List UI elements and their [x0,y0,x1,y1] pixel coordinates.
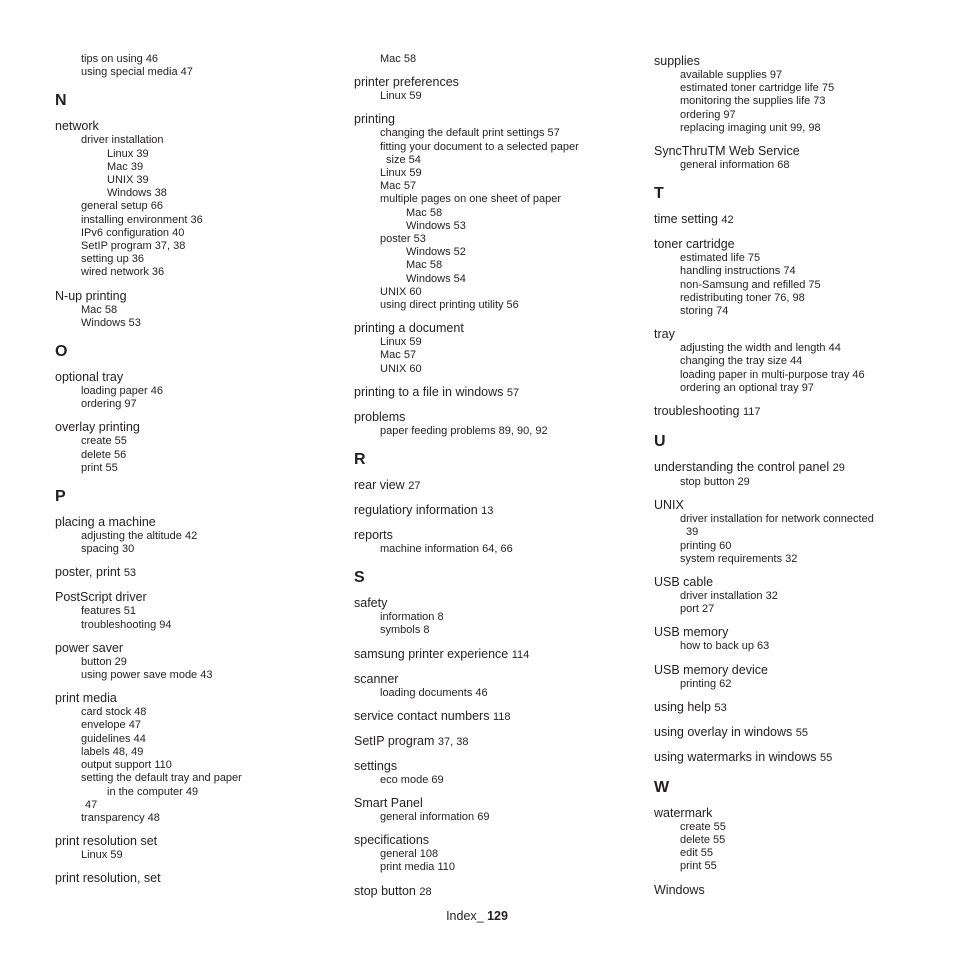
index-term-text: toner cartridge [654,237,735,252]
index-subentry: installing environment 36 [81,213,203,226]
index-subentry: general information 68 [680,159,790,172]
index-subsubentry: Windows 53 [406,219,466,232]
index-page-ref: 27 [408,480,421,493]
index-entry [354,111,624,312]
index-entry [654,624,934,653]
index-entry [354,671,624,700]
index-term-text: SetIP program [354,733,435,748]
index-subentry: button 29 [81,655,127,668]
index-entry [354,795,624,824]
index-entry [55,690,325,825]
page-number: 129 [487,909,508,923]
index-subentry: envelope 47 [81,719,141,732]
index-subentry: setting the default tray and paper [81,772,242,785]
index-term-text: using overlay in windows [654,724,793,739]
index-term [654,236,934,252]
index-term [354,646,624,663]
index-entry [654,53,934,135]
index-entry [354,74,624,103]
index-subentry: ordering an optional tray 97 [680,381,814,394]
section-letter: O [55,343,68,361]
index-term [354,883,624,900]
index-subsubentry: Mac 39 [107,160,144,173]
index-entry [55,640,325,682]
section-letter: T [654,185,664,203]
index-subentry: Linux 59 [380,336,422,349]
index-subsubentry: Linux 39 [107,147,149,160]
index-entry [654,882,934,898]
index-subentry: output support 110 [81,759,172,772]
index-term [354,384,624,401]
index-entry [654,749,934,766]
section-letter: U [654,433,666,451]
index-page-ref: 57 [506,386,520,399]
index-subentry: printing 62 [680,677,732,690]
index-term [55,288,325,304]
index-term-text: scanner [354,671,399,686]
index-term [654,211,934,228]
index-term [55,833,325,849]
index-subentry: ordering 97 [81,398,137,411]
index-entry [354,384,624,401]
index-page-ref: 118 [492,710,511,723]
index-subentry: Linux 59 [81,849,123,862]
index-page-ref: 55 [795,726,808,739]
index-subsubentry: Windows 54 [406,272,466,285]
index-term [354,409,624,425]
index-subentry: poster 53 [380,233,426,246]
index-subentry: labels 48, 49 [81,745,144,758]
index-term [654,805,934,821]
index-subentry: print 55 [81,461,118,474]
index-entry [654,805,934,874]
index-term-text: samsung printer experience [354,646,509,661]
index-entry [654,724,934,741]
index-subentry: create 55 [81,435,127,448]
index-term-text: printing [354,112,395,127]
index-subentry: Mac 58 [81,303,118,316]
index-term-text: placing a machine [55,515,156,530]
index-term [654,574,934,590]
index-entry [654,143,934,172]
index-term-text: print media [55,691,117,706]
index-continuation: 47 [85,798,98,811]
index-entry [354,502,624,519]
index-term [654,724,934,741]
index-term [354,733,624,750]
index-entry [55,288,325,330]
index-subentry: card stock 48 [81,706,147,719]
index-subentry: estimated toner cartridge life 75 [680,82,835,95]
index-term [55,369,325,385]
index-term [654,143,934,159]
index-subentry: port 27 [680,603,715,616]
index-term-text: print resolution set [55,834,158,849]
index-term-text: printer preferences [354,75,459,90]
index-subsubentry: Mac 58 [406,206,443,219]
index-term [654,53,934,69]
index-term [654,662,934,678]
index-term [354,758,624,774]
index-subentry: replacing imaging unit 99, 98 [680,121,821,134]
index-term [354,502,624,519]
index-subentry: tips on using 46 [81,53,159,65]
index-subentry: monitoring the supplies life 73 [680,95,826,108]
index-term-text: optional tray [55,370,124,385]
index-term [354,111,624,127]
index-term-text: SyncThruTM Web Service [654,144,800,159]
index-term-text: stop button [354,883,416,898]
index-term-text: safety [354,596,388,611]
index-entry [654,574,934,616]
index-subentry: using special media 47 [81,66,193,79]
index-subentry: spacing 30 [81,543,135,556]
index-term [654,459,934,476]
index-term-text: supplies [654,54,700,68]
index-term-text: using watermarks in windows [654,749,817,764]
index-entry [55,369,325,411]
index-entry [354,733,624,750]
index-term [55,640,325,656]
index-subentry: redistributing toner 76, 98 [680,291,805,304]
index-term-text: using help [654,699,711,714]
index-page-ref: 13 [481,505,494,518]
index-column-3 [654,53,934,898]
index-term [654,497,934,513]
index-subentry: fitting your document to a selected paper [380,140,579,153]
index-entry [354,646,624,663]
index-term-text: regulatiory information [354,503,478,518]
index-subentry: non-Samsung and refilled 75 [680,278,821,291]
index-term [55,419,325,435]
index-entry [354,832,624,874]
index-entry [354,883,624,900]
index-page-ref: 29 [832,462,845,475]
index-subsubentry: UNIX 39 [107,174,149,187]
index-subentry: how to back up 63 [680,640,770,653]
index-entry [55,118,325,279]
index-subentry: general information 69 [380,811,490,824]
index-subentry: Windows 53 [81,316,141,329]
index-subentry: information 8 [380,611,444,624]
index-term-text: rear view [354,478,405,493]
index-subentry: guidelines 44 [81,732,146,745]
index-term-text: USB memory device [654,662,768,677]
index-subentry: Linux 59 [380,90,422,103]
index-entry [354,758,624,787]
index-term [55,118,325,134]
index-subentry: driver installation for network connected [680,513,874,526]
index-subentry: SetIP program 37, 38 [81,240,186,253]
index-term [354,74,624,90]
page-footer [0,909,954,923]
index-subsubentry: Windows 52 [406,246,466,259]
index-subentry: loading documents 46 [380,686,488,699]
index-subentry: changing the default print settings 57 [380,127,560,140]
index-term-text: N-up printing [55,288,127,303]
index-term [654,326,934,342]
index-term [354,477,624,494]
index-entry [654,699,934,716]
index-entry [55,870,325,886]
index-entry [654,497,934,566]
index-subentry: IPv6 configuration 40 [81,226,185,239]
index-term [354,671,624,687]
index-term-text: printing a document [354,321,464,336]
index-term [654,882,934,898]
index-subentry: symbols 8 [380,624,430,637]
index-term-text: problems [354,409,406,424]
index-subentry: UNIX 60 [380,362,422,375]
index-subentry: wired network 36 [81,266,165,279]
index-page-ref: 114 [511,648,530,661]
section-letter: N [55,92,67,110]
index-subentry: handling instructions 74 [680,265,796,278]
section-letter: P [55,488,66,506]
index-term [55,514,325,530]
index-term [354,595,624,611]
index-entry [654,211,934,228]
index-term-text: network [55,119,99,134]
index-term [55,870,325,886]
index-term-text: printing to a file in windows [354,384,504,399]
index-page-ref: 37, 38 [437,735,469,748]
index-subentry: setting up 36 [81,253,144,266]
index-term-text: tray [654,327,675,342]
index-term-text: UNIX [654,498,684,513]
index-entry [654,403,934,420]
index-term-text: understanding the control panel [654,460,830,475]
index-subsubentry: Mac 58 [406,259,443,272]
index-subentry: transparency 48 [81,811,160,824]
section-letter: S [354,569,365,587]
index-entry [354,409,624,438]
index-term-text: print resolution, set [55,871,161,886]
index-entry [654,662,934,691]
index-term-text: Smart Panel [354,796,423,811]
index-subentry: storing 74 [680,305,729,318]
index-term [354,708,624,725]
index-term-text: settings [354,758,398,773]
index-column-1 [55,53,325,886]
index-entry [354,708,624,725]
index-entry [354,527,624,556]
index-entry [55,514,325,556]
index-column-2 [354,53,624,900]
index-term [55,564,325,581]
index-continuation: 39 [686,526,699,539]
index-entry [354,320,624,376]
index-subentry: print media 110 [380,861,456,874]
footer-label: Index_ [446,909,484,923]
index-subentry: loading paper 46 [81,385,163,398]
index-entry [55,833,325,862]
index-term-text: specifications [354,833,430,848]
index-page-ref: 28 [419,885,432,898]
index-subentry: driver installation [81,134,164,147]
index-subentry: driver installation 32 [680,590,778,603]
index-subentry: general 108 [380,848,439,861]
index-page-ref: 55 [820,751,833,764]
index-subentry: features 51 [81,605,137,618]
index-entry [55,564,325,581]
index-subentry: Mac 58 [380,53,417,65]
index-subentry: estimated life 75 [680,252,761,265]
index-entry [654,326,934,395]
index-subentry: print 55 [680,860,717,873]
index-term-text: PostScript driver [55,590,147,605]
index-page-ref: 42 [721,214,734,227]
index-subentry: troubleshooting 94 [81,618,172,631]
index-subentry: eco mode 69 [380,773,444,786]
index-entry [654,236,934,318]
index-subentry: UNIX 60 [380,285,422,298]
index-term-text: service contact numbers [354,708,490,723]
index-subentry: using direct printing utility 56 [380,299,519,312]
index-subentry: machine information 64, 66 [380,543,513,556]
index-subentry: multiple pages on one sheet of paper [380,193,562,206]
index-subentry: ordering 97 [680,108,736,121]
index-subentry: available supplies 97 [680,69,783,81]
index-subentry: create 55 [680,820,726,833]
index-subentry: changing the tray size 44 [680,355,803,368]
index-term [654,624,934,640]
index-page-ref: 53 [123,567,137,580]
index-term-text: reports [354,528,393,543]
index-entry [354,477,624,494]
index-term-text: USB cable [654,575,714,590]
index-subentry: printing 60 [680,539,732,552]
index-entry [55,589,325,631]
index-subentry: Linux 59 [380,167,422,180]
index-subentry: system requirements 32 [680,552,798,565]
index-entry [654,459,934,489]
index-subentry: delete 55 [680,834,726,847]
index-term [654,403,934,420]
index-subentry: adjusting the altitude 42 [81,530,198,543]
index-term [654,749,934,766]
index-term-text: USB memory [654,625,729,640]
index-term-text: power saver [55,640,124,655]
index-page-ref: 117 [742,406,761,419]
index-term [354,527,624,543]
index-term [354,832,624,848]
index-continuation: in the computer 49 [107,785,199,798]
section-letter: R [354,451,366,469]
index-term-text: poster, print [55,565,121,580]
index-term [354,795,624,811]
index-term-text: time setting [654,212,718,227]
index-term-text: Windows [654,882,705,897]
index-term [354,320,624,336]
index-subentry: Mac 57 [380,180,417,193]
index-term-text: watermark [654,805,713,820]
index-entry [354,595,624,637]
index-subentry: loading paper in multi-purpose tray 46 [680,368,865,381]
index-term-text: overlay printing [55,420,140,435]
index-subentry: stop button 29 [680,476,750,489]
index-subentry: paper feeding problems 89, 90, 92 [380,424,548,437]
index-subentry: using power save mode 43 [81,669,213,682]
index-term [654,699,934,716]
index-continuation: size 54 [386,153,421,166]
index-subentry: Mac 57 [380,349,417,362]
index-entry [55,419,325,475]
index-subentry: adjusting the width and length 44 [680,342,841,355]
index-subentry: delete 56 [81,448,127,461]
index-page-ref: 53 [714,701,727,714]
index-subentry: general setup 66 [81,200,163,213]
index-term [55,589,325,605]
index-term-text: troubleshooting [654,404,740,419]
index-subsubentry: Windows 38 [107,187,167,200]
index-subentry: edit 55 [680,847,714,860]
section-letter: W [654,778,670,796]
index-term [55,690,325,706]
